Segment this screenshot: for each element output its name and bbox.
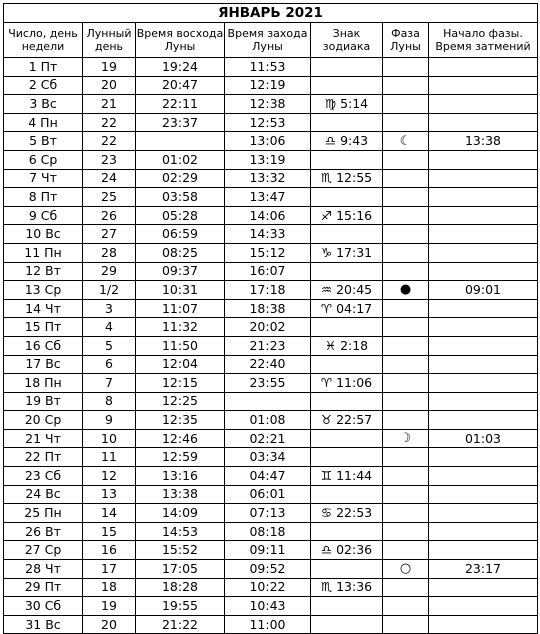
cell-day: 7 Чт	[4, 169, 83, 188]
cell-moonrise: 22:11	[136, 95, 225, 114]
cell-day: 24 Вс	[4, 485, 83, 504]
cell-moonset: 20:02	[225, 318, 311, 337]
table-row	[4, 113, 538, 132]
cell-moonrise: 08:25	[136, 243, 225, 262]
cell-phase-start	[429, 299, 538, 318]
cell-day: 22 Пт	[4, 448, 83, 467]
cell-zodiac	[311, 225, 383, 244]
cell-day: 10 Вс	[4, 225, 83, 244]
cell-lunar-day: 23	[83, 150, 136, 169]
cell-lunar-day: 21	[83, 95, 136, 114]
cell-moonrise: 11:50	[136, 336, 225, 355]
table-row	[4, 336, 538, 355]
header-lunar-day: Лунный день	[83, 23, 136, 58]
zodiac-sign-icon: ♏	[320, 579, 333, 595]
cell-moonset: 12:38	[225, 95, 311, 114]
zodiac-sign-icon: ♍	[324, 95, 337, 111]
cell-lunar-day: 11	[83, 448, 136, 467]
cell-moonset: 18:38	[225, 299, 311, 318]
cell-lunar-day: 14	[83, 504, 136, 523]
cell-moonset: 21:23	[225, 336, 311, 355]
cell-phase-start: 09:01	[429, 281, 538, 300]
cell-moonset: 06:01	[225, 485, 311, 504]
cell-phase-start	[429, 318, 538, 337]
cell-moon-phase	[383, 560, 429, 579]
moon-phase-icon: ●	[399, 282, 412, 298]
cell-moon-phase	[383, 355, 429, 374]
cell-moonset: 07:13	[225, 504, 311, 523]
cell-moon-phase	[383, 522, 429, 541]
zodiac-entry-time: 15:16	[336, 207, 373, 223]
cell-zodiac	[311, 392, 383, 411]
cell-zodiac	[311, 504, 383, 523]
cell-zodiac	[311, 262, 383, 281]
cell-zodiac	[311, 95, 383, 114]
cell-moon-phase	[383, 374, 429, 393]
table-row	[4, 150, 538, 169]
cell-moonset: 12:19	[225, 76, 311, 95]
cell-moon-phase	[383, 243, 429, 262]
cell-lunar-day: 10	[83, 429, 136, 448]
cell-day: 5 Вт	[4, 132, 83, 151]
cell-moon-phase	[383, 150, 429, 169]
cell-lunar-day: 19	[83, 58, 136, 77]
cell-moonrise: 12:46	[136, 429, 225, 448]
cell-lunar-day: 19	[83, 597, 136, 616]
moon-phase-icon: ☽	[399, 431, 412, 447]
cell-moonset: 13:19	[225, 150, 311, 169]
table-row	[4, 76, 538, 95]
zodiac-sign-icon: ♑	[320, 244, 333, 260]
zodiac-entry-time: 04:17	[336, 300, 373, 316]
cell-zodiac	[311, 206, 383, 225]
table-row	[4, 615, 538, 634]
cell-day: 25 Пн	[4, 504, 83, 523]
header-moon-phase: Фаза Луны	[383, 23, 429, 58]
cell-moonrise: 11:32	[136, 318, 225, 337]
cell-lunar-day: 20	[83, 76, 136, 95]
table-row	[4, 504, 538, 523]
cell-lunar-day: 8	[83, 392, 136, 411]
table-row	[4, 411, 538, 430]
cell-moon-phase	[383, 448, 429, 467]
cell-moon-phase	[383, 615, 429, 634]
moon-phase-icon: ○	[399, 561, 412, 577]
cell-day: 16 Сб	[4, 336, 83, 355]
zodiac-entry-time: 22:53	[336, 505, 373, 521]
cell-lunar-day: 13	[83, 485, 136, 504]
cell-moon-phase	[383, 132, 429, 151]
table-row	[4, 318, 538, 337]
cell-moon-phase	[383, 429, 429, 448]
cell-moonrise: 12:15	[136, 374, 225, 393]
cell-zodiac	[311, 615, 383, 634]
cell-moonrise: 17:05	[136, 560, 225, 579]
zodiac-sign-icon: ♈	[320, 374, 333, 390]
cell-lunar-day: 17	[83, 560, 136, 579]
cell-day: 21 Чт	[4, 429, 83, 448]
cell-day: 26 Вт	[4, 522, 83, 541]
cell-phase-start	[429, 448, 538, 467]
cell-moonset: 08:18	[225, 522, 311, 541]
cell-phase-start	[429, 504, 538, 523]
cell-moonrise: 12:59	[136, 448, 225, 467]
cell-zodiac	[311, 485, 383, 504]
cell-moonset: 23:55	[225, 374, 311, 393]
header-moonset: Время захода Луны	[225, 23, 311, 58]
cell-moonset: 14:33	[225, 225, 311, 244]
cell-moonrise: 15:52	[136, 541, 225, 560]
cell-phase-start	[429, 597, 538, 616]
cell-zodiac	[311, 336, 383, 355]
table-row	[4, 448, 538, 467]
cell-moonrise: 13:16	[136, 467, 225, 486]
zodiac-sign-icon: ♈	[320, 300, 333, 316]
cell-zodiac	[311, 58, 383, 77]
cell-phase-start: 23:17	[429, 560, 538, 579]
zodiac-sign-icon: ♓	[324, 337, 337, 353]
cell-phase-start	[429, 188, 538, 207]
cell-moonset: 02:21	[225, 429, 311, 448]
cell-moonrise: 20:47	[136, 76, 225, 95]
cell-zodiac	[311, 560, 383, 579]
zodiac-sign-icon: ♒	[320, 281, 333, 297]
cell-phase-start	[429, 262, 538, 281]
zodiac-sign-icon: ♉	[320, 412, 333, 428]
cell-phase-start	[429, 243, 538, 262]
cell-lunar-day: 9	[83, 411, 136, 430]
cell-phase-start	[429, 615, 538, 634]
cell-zodiac	[311, 113, 383, 132]
cell-zodiac	[311, 467, 383, 486]
zodiac-entry-time: 13:36	[336, 579, 373, 595]
cell-zodiac	[311, 429, 383, 448]
cell-phase-start	[429, 95, 538, 114]
cell-day: 18 Пн	[4, 374, 83, 393]
cell-moonset: 12:53	[225, 113, 311, 132]
header-phase-start: Начало фазы. Время затмений	[429, 23, 538, 58]
cell-moonset: 16:07	[225, 262, 311, 281]
cell-moonset: 09:11	[225, 541, 311, 560]
zodiac-entry-time: 12:55	[336, 170, 373, 186]
zodiac-entry-time: 17:31	[336, 244, 373, 260]
cell-moonrise: 14:09	[136, 504, 225, 523]
cell-phase-start	[429, 225, 538, 244]
cell-moon-phase	[383, 188, 429, 207]
cell-moonrise: 19:24	[136, 58, 225, 77]
cell-zodiac	[311, 281, 383, 300]
cell-moon-phase	[383, 467, 429, 486]
cell-zodiac	[311, 522, 383, 541]
cell-day: 13 Ср	[4, 281, 83, 300]
cell-moonrise: 11:07	[136, 299, 225, 318]
cell-day: 1 Пт	[4, 58, 83, 77]
cell-moon-phase	[383, 281, 429, 300]
cell-lunar-day: 16	[83, 541, 136, 560]
cell-lunar-day: 1/2	[83, 281, 136, 300]
table-row	[4, 485, 538, 504]
header-moonrise: Время восхода Луны	[136, 23, 225, 58]
cell-day: 8 Пт	[4, 188, 83, 207]
header-day: Число, день недели	[4, 23, 83, 58]
cell-moon-phase	[383, 58, 429, 77]
cell-phase-start	[429, 374, 538, 393]
cell-moonrise: 05:28	[136, 206, 225, 225]
cell-day: 29 Пт	[4, 578, 83, 597]
zodiac-entry-time: 20:45	[336, 281, 373, 297]
cell-lunar-day: 27	[83, 225, 136, 244]
cell-lunar-day: 15	[83, 522, 136, 541]
cell-zodiac	[311, 243, 383, 262]
table-row	[4, 58, 538, 77]
zodiac-sign-icon: ♎	[320, 542, 333, 558]
zodiac-entry-time: 11:06	[336, 374, 373, 390]
cell-phase-start	[429, 336, 538, 355]
cell-day: 15 Пт	[4, 318, 83, 337]
cell-moonrise: 12:25	[136, 392, 225, 411]
cell-lunar-day: 6	[83, 355, 136, 374]
cell-day: 6 Ср	[4, 150, 83, 169]
cell-moon-phase	[383, 541, 429, 560]
cell-day: 20 Ср	[4, 411, 83, 430]
cell-phase-start	[429, 76, 538, 95]
cell-zodiac	[311, 188, 383, 207]
table-row	[4, 597, 538, 616]
cell-phase-start	[429, 522, 538, 541]
table-row	[4, 243, 538, 262]
cell-phase-start	[429, 355, 538, 374]
cell-phase-start	[429, 541, 538, 560]
cell-day: 14 Чт	[4, 299, 83, 318]
cell-zodiac	[311, 578, 383, 597]
cell-moonrise: 03:58	[136, 188, 225, 207]
cell-zodiac	[311, 299, 383, 318]
cell-phase-start	[429, 58, 538, 77]
cell-lunar-day: 12	[83, 467, 136, 486]
cell-phase-start	[429, 467, 538, 486]
table-body	[4, 58, 538, 634]
cell-moonset: 11:00	[225, 615, 311, 634]
cell-moonrise: 19:55	[136, 597, 225, 616]
cell-moonset: 10:22	[225, 578, 311, 597]
cell-day: 23 Сб	[4, 467, 83, 486]
cell-lunar-day: 3	[83, 299, 136, 318]
cell-day: 27 Ср	[4, 541, 83, 560]
cell-moonrise: 10:31	[136, 281, 225, 300]
cell-moonrise: 06:59	[136, 225, 225, 244]
table-row	[4, 467, 538, 486]
cell-moon-phase	[383, 76, 429, 95]
zodiac-entry-time: 11:44	[336, 467, 373, 483]
zodiac-entry-time: 02:36	[336, 542, 373, 558]
cell-moonrise: 21:22	[136, 615, 225, 634]
cell-lunar-day: 20	[83, 615, 136, 634]
cell-phase-start	[429, 206, 538, 225]
cell-moonrise: 18:28	[136, 578, 225, 597]
cell-moonset: 13:32	[225, 169, 311, 188]
cell-moon-phase	[383, 504, 429, 523]
cell-lunar-day: 24	[83, 169, 136, 188]
table-row	[4, 541, 538, 560]
cell-day: 11 Пн	[4, 243, 83, 262]
cell-moon-phase	[383, 113, 429, 132]
cell-zodiac	[311, 318, 383, 337]
zodiac-sign-icon: ♏	[320, 170, 333, 186]
cell-moon-phase	[383, 225, 429, 244]
cell-phase-start	[429, 392, 538, 411]
cell-moonset: 22:40	[225, 355, 311, 374]
table-row	[4, 95, 538, 114]
cell-zodiac	[311, 448, 383, 467]
cell-zodiac	[311, 132, 383, 151]
cell-moonset: 10:43	[225, 597, 311, 616]
cell-moonrise: 14:53	[136, 522, 225, 541]
cell-lunar-day: 22	[83, 113, 136, 132]
cell-moonset: 17:18	[225, 281, 311, 300]
cell-moon-phase	[383, 262, 429, 281]
table-row	[4, 560, 538, 579]
cell-phase-start	[429, 411, 538, 430]
cell-moonrise: 12:04	[136, 355, 225, 374]
cell-phase-start: 01:03	[429, 429, 538, 448]
cell-moonset: 09:52	[225, 560, 311, 579]
cell-moon-phase	[383, 169, 429, 188]
cell-moon-phase	[383, 485, 429, 504]
cell-moonset: 03:34	[225, 448, 311, 467]
zodiac-sign-icon: ♋	[320, 505, 333, 521]
cell-zodiac	[311, 150, 383, 169]
table-row	[4, 281, 538, 300]
table-row	[4, 262, 538, 281]
zodiac-entry-time: 9:43	[340, 133, 369, 149]
cell-moonset	[225, 392, 311, 411]
cell-moonset: 01:08	[225, 411, 311, 430]
table-row	[4, 206, 538, 225]
zodiac-sign-icon: ♊	[320, 467, 333, 483]
cell-moon-phase	[383, 206, 429, 225]
table-row	[4, 392, 538, 411]
zodiac-entry-time: 2:18	[340, 337, 369, 353]
cell-zodiac	[311, 411, 383, 430]
cell-moonrise: 09:37	[136, 262, 225, 281]
cell-day: 17 Вс	[4, 355, 83, 374]
cell-zodiac	[311, 597, 383, 616]
table-row	[4, 188, 538, 207]
cell-moon-phase	[383, 411, 429, 430]
cell-day: 4 Пн	[4, 113, 83, 132]
cell-lunar-day: 7	[83, 374, 136, 393]
cell-lunar-day: 22	[83, 132, 136, 151]
cell-moon-phase	[383, 299, 429, 318]
cell-zodiac	[311, 169, 383, 188]
table-row	[4, 374, 538, 393]
zodiac-entry-time: 22:57	[336, 412, 373, 428]
cell-day: 3 Вс	[4, 95, 83, 114]
table-row	[4, 299, 538, 318]
cell-lunar-day: 5	[83, 336, 136, 355]
cell-day: 31 Вс	[4, 615, 83, 634]
table-row	[4, 522, 538, 541]
cell-moonset: 13:47	[225, 188, 311, 207]
cell-moonset: 14:06	[225, 206, 311, 225]
cell-moonrise: 23:37	[136, 113, 225, 132]
cell-zodiac	[311, 374, 383, 393]
cell-phase-start	[429, 578, 538, 597]
table-row	[4, 225, 538, 244]
zodiac-sign-icon: ♎	[324, 133, 337, 149]
cell-moonset: 04:47	[225, 467, 311, 486]
cell-lunar-day: 25	[83, 188, 136, 207]
cell-phase-start: 13:38	[429, 132, 538, 151]
moon-phase-icon: ☾	[399, 133, 412, 149]
cell-moon-phase	[383, 597, 429, 616]
cell-moonrise	[136, 132, 225, 151]
cell-zodiac	[311, 76, 383, 95]
header-zodiac: Знак зодиака	[311, 23, 383, 58]
cell-moon-phase	[383, 578, 429, 597]
zodiac-entry-time: 5:14	[340, 95, 369, 111]
cell-day: 9 Сб	[4, 206, 83, 225]
cell-phase-start	[429, 485, 538, 504]
cell-lunar-day: 4	[83, 318, 136, 337]
cell-lunar-day: 26	[83, 206, 136, 225]
cell-moon-phase	[383, 318, 429, 337]
cell-day: 2 Сб	[4, 76, 83, 95]
cell-moon-phase	[383, 336, 429, 355]
table-row	[4, 429, 538, 448]
cell-lunar-day: 29	[83, 262, 136, 281]
moon-calendar-table	[3, 3, 538, 634]
cell-lunar-day: 28	[83, 243, 136, 262]
table-row	[4, 578, 538, 597]
cell-day: 30 Сб	[4, 597, 83, 616]
table-title: ЯНВАРЬ 2021	[4, 4, 538, 23]
cell-zodiac	[311, 355, 383, 374]
cell-moonset: 11:53	[225, 58, 311, 77]
cell-day: 28 Чт	[4, 560, 83, 579]
cell-moonrise: 02:29	[136, 169, 225, 188]
table-row	[4, 169, 538, 188]
cell-moon-phase	[383, 392, 429, 411]
cell-phase-start	[429, 113, 538, 132]
table-row	[4, 355, 538, 374]
cell-moonrise: 13:38	[136, 485, 225, 504]
cell-phase-start	[429, 169, 538, 188]
cell-lunar-day: 18	[83, 578, 136, 597]
table-row	[4, 132, 538, 151]
cell-moonset: 15:12	[225, 243, 311, 262]
cell-moon-phase	[383, 95, 429, 114]
cell-day: 12 Вт	[4, 262, 83, 281]
cell-moonset: 13:06	[225, 132, 311, 151]
cell-zodiac	[311, 541, 383, 560]
cell-phase-start	[429, 150, 538, 169]
cell-moonrise: 01:02	[136, 150, 225, 169]
zodiac-sign-icon: ♐	[320, 207, 333, 223]
cell-day: 19 Вт	[4, 392, 83, 411]
cell-moonrise: 12:35	[136, 411, 225, 430]
